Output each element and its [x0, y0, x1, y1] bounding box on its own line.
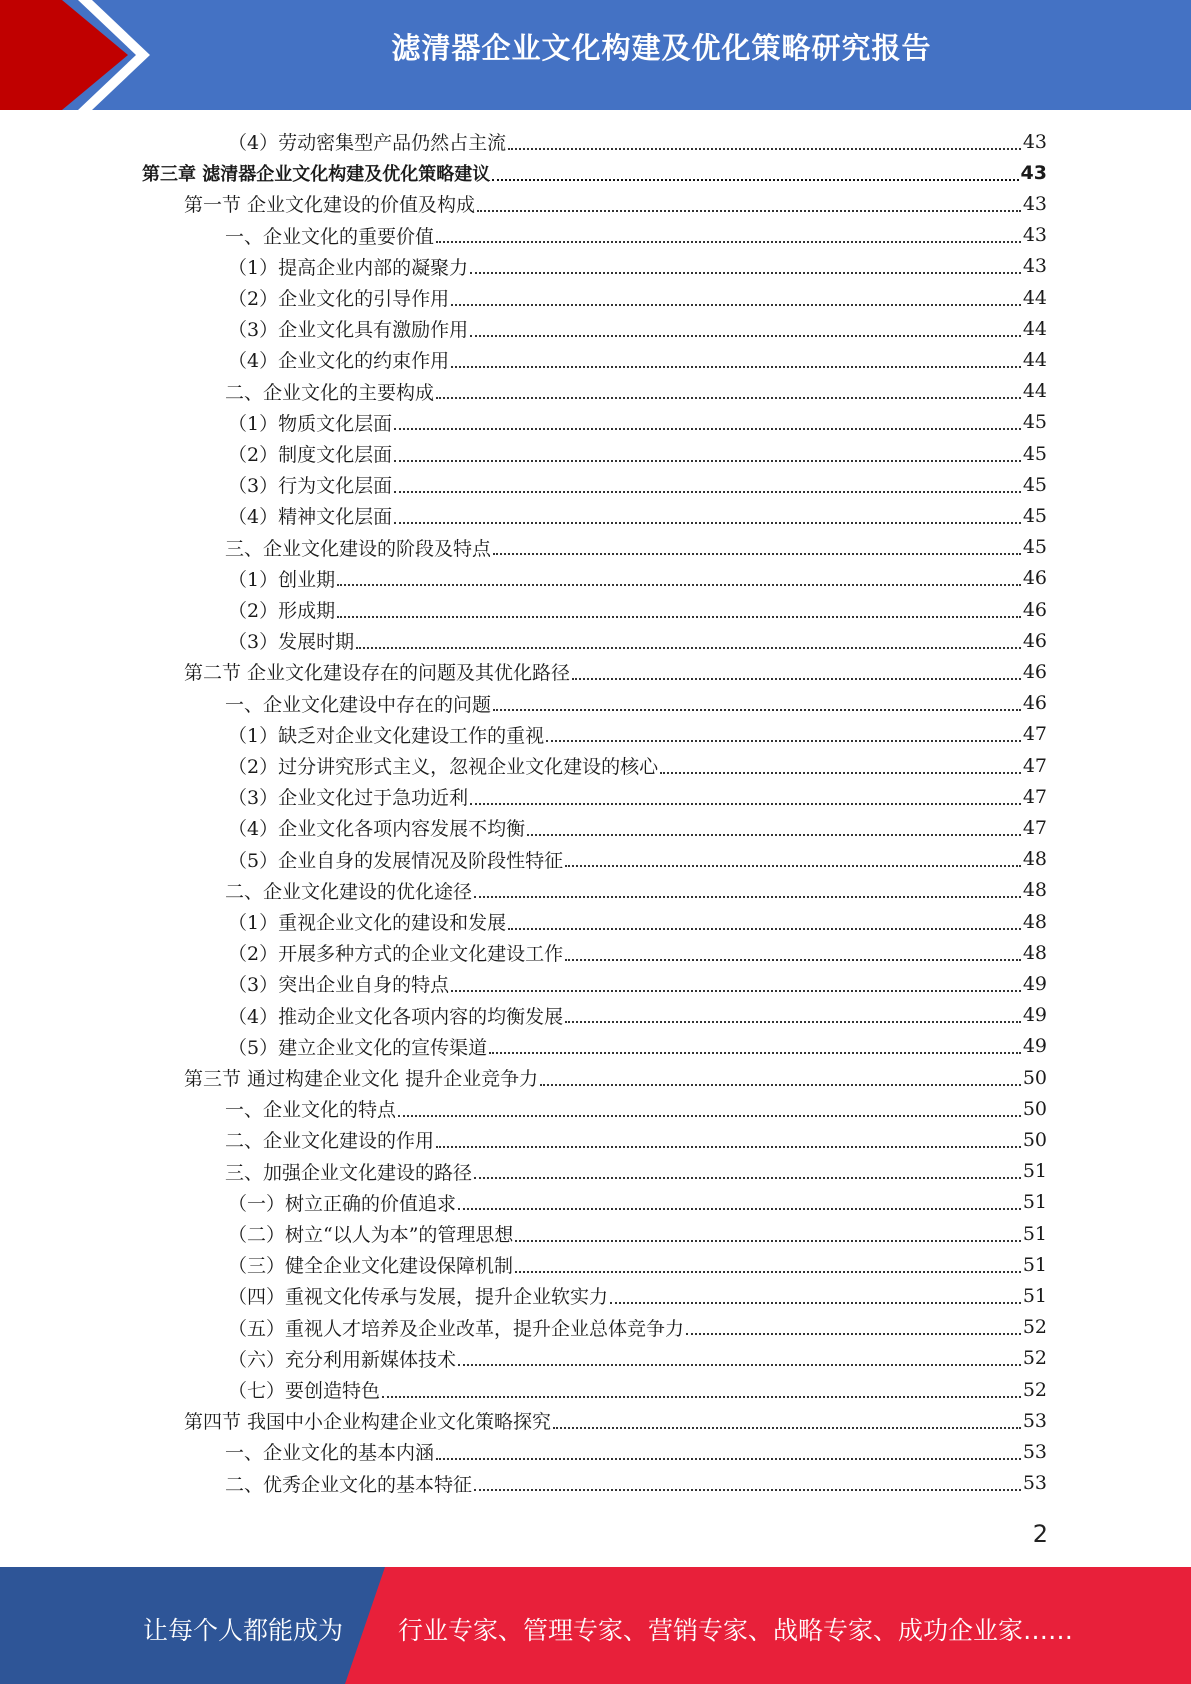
- toc-dot-leader: [451, 304, 1021, 306]
- toc-dot-leader: [382, 1396, 1021, 1398]
- toc-entry[interactable]: [228, 1280, 1047, 1311]
- toc-entry-page: 50: [1022, 1128, 1047, 1151]
- toc-dot-leader: [546, 740, 1021, 742]
- toc-entry-page: 45: [1022, 536, 1047, 559]
- toc-entry-page: 47: [1022, 785, 1047, 808]
- toc-entry-page: 52: [1022, 1316, 1047, 1339]
- toc-entry-title: 二、企业文化的主要构成: [225, 381, 435, 404]
- toc-entry-page: 52: [1022, 1378, 1047, 1401]
- toc-entry-page: 48: [1022, 941, 1047, 964]
- toc-entry-page: 49: [1022, 1004, 1047, 1027]
- toc-entry-title: 二、企业文化建设的作用: [225, 1130, 435, 1153]
- toc-dot-leader: [451, 366, 1021, 368]
- toc-entry[interactable]: [228, 906, 1047, 937]
- footer-band: [0, 1567, 1191, 1684]
- toc-entry-title: 二、企业文化建设的优化途径: [225, 880, 473, 903]
- toc-entry[interactable]: [228, 313, 1047, 344]
- toc-entry[interactable]: [225, 1436, 1047, 1467]
- toc-entry-title: （4）劳动密集型产品仍然占主流: [228, 132, 507, 154]
- toc-entry[interactable]: [228, 563, 1047, 594]
- toc-entry[interactable]: [228, 750, 1047, 781]
- toc-entry-page: 43: [1022, 224, 1047, 247]
- toc-dot-leader: [436, 241, 1021, 243]
- toc-dot-leader: [493, 553, 1021, 555]
- toc-dot-leader: [474, 1489, 1021, 1491]
- toc-entry-title: （1）缺乏对企业文化建设工作的重视: [228, 724, 545, 747]
- toc-entry-title: （2）制度文化层面: [228, 444, 393, 466]
- toc-dot-leader: [489, 1052, 1021, 1054]
- toc-entry-title: （1）重视企业文化的建设和发展: [228, 912, 507, 934]
- toc-entry-title: （5）建立企业文化的宣传渠道: [228, 1036, 488, 1059]
- toc-entry-title: （4）推动企业文化各项内容的均衡发展: [228, 1005, 564, 1028]
- toc-dot-leader: [394, 460, 1021, 462]
- toc-entry[interactable]: [228, 1000, 1047, 1031]
- toc-entry-page: 50: [1022, 1097, 1047, 1120]
- toc-dot-leader: [337, 584, 1021, 586]
- toc-entry-title: （五）重视人才培养及企业改革，提升企业总体竞争力: [228, 1317, 685, 1340]
- toc-entry-title: 第一节 企业文化建设的价值及构成: [184, 194, 476, 217]
- toc-entry-title: 三、加强企业文化建设的路径: [225, 1161, 473, 1184]
- toc-entry[interactable]: [228, 1187, 1047, 1218]
- toc-entry-title: 三、企业文化建设的阶段及特点: [225, 537, 492, 560]
- toc-entry[interactable]: [228, 1218, 1047, 1249]
- toc-entry[interactable]: [228, 594, 1047, 625]
- toc-entry-title: （3）企业文化过于急功近利: [228, 787, 469, 810]
- toc-entry-page: 51: [1022, 1253, 1047, 1276]
- toc-dot-leader: [394, 428, 1021, 430]
- toc-entry-page: 48: [1022, 848, 1047, 871]
- toc-entry-page: 43: [1020, 161, 1047, 184]
- toc-entry[interactable]: [228, 719, 1047, 750]
- toc-entry-page: 47: [1022, 816, 1047, 839]
- toc-entry-page: 45: [1022, 504, 1047, 527]
- toc-dot-leader: [515, 1271, 1021, 1273]
- toc-entry[interactable]: [228, 812, 1047, 843]
- toc-entry-page: 51: [1022, 1222, 1047, 1245]
- toc-entry-title: （2）企业文化的引导作用: [228, 288, 450, 310]
- toc-entry-title: （2）开展多种方式的企业文化建设工作: [228, 943, 564, 966]
- toc-dot-leader: [477, 210, 1021, 212]
- toc-entry[interactable]: [228, 781, 1047, 812]
- toc-entry-title: 一、企业文化的重要价值: [225, 225, 435, 248]
- toc-entry-page: 44: [1022, 380, 1047, 403]
- toc-entry-title: 第二节 企业文化建设存在的问题及其优化路径: [184, 662, 571, 685]
- toc-dot-leader: [394, 522, 1021, 524]
- toc-entry-title: 一、企业文化的基本内涵: [225, 1442, 435, 1465]
- toc-dot-leader: [565, 865, 1021, 867]
- toc-entry[interactable]: [225, 532, 1047, 563]
- toc-section-entry[interactable]: [184, 188, 1047, 219]
- toc-dot-leader: [451, 990, 1021, 992]
- toc-entry-title: （4）企业文化的约束作用: [228, 350, 450, 373]
- toc-entry-title: （3）发展时期: [228, 631, 355, 654]
- toc-entry[interactable]: [228, 1249, 1047, 1280]
- toc-entry-page: 43: [1022, 255, 1047, 278]
- toc-dot-leader: [474, 896, 1021, 898]
- toc-entry-title: （四）重视文化传承与发展，提升企业软实力: [228, 1286, 609, 1309]
- toc-entry-page: 44: [1022, 317, 1047, 340]
- toc-entry-title: 一、企业文化的特点: [225, 1099, 397, 1122]
- toc-entry-page: 48: [1022, 879, 1047, 902]
- toc-entry[interactable]: [228, 625, 1047, 656]
- toc-section-entry[interactable]: [184, 656, 1047, 687]
- footer-slogan-right: 行业专家、管理专家、营销专家、战略专家、成功企业家……: [398, 1616, 1074, 1645]
- toc-entry-page: 53: [1022, 1440, 1047, 1463]
- toc-dot-leader: [610, 1302, 1021, 1304]
- toc-entry[interactable]: [228, 251, 1047, 282]
- toc-dot-leader: [540, 1084, 1021, 1086]
- toc-entry-page: 53: [1022, 1472, 1047, 1495]
- toc-entry-title: 二、优秀企业文化的基本特征: [225, 1473, 473, 1496]
- toc-entry-title: （1）物质文化层面: [228, 412, 393, 435]
- toc-entry[interactable]: [228, 1031, 1047, 1062]
- toc-entry-page: 43: [1022, 192, 1047, 215]
- toc-entry-title: 第三章 滤清器企业文化构建及优化策略建议: [142, 163, 491, 185]
- toc-dot-leader: [508, 148, 1021, 150]
- toc-entry-page: 44: [1022, 348, 1047, 371]
- toc-entry[interactable]: [225, 220, 1047, 251]
- toc-entry[interactable]: [228, 282, 1047, 313]
- toc-entry-title: （2）过分讲究形式主义，忽视企业文化建设的核心: [228, 756, 659, 778]
- toc-entry-title: （1）提高企业内部的凝聚力: [228, 256, 469, 279]
- toc-entry[interactable]: [225, 1093, 1047, 1124]
- toc-section-entry[interactable]: [184, 1062, 1047, 1093]
- page-number: 2: [1032, 1520, 1048, 1548]
- toc-dot-leader: [436, 1146, 1021, 1148]
- toc-entry-title: （七）要创造特色: [228, 1380, 381, 1402]
- toc-dot-leader: [394, 491, 1021, 493]
- toc-entry-page: 46: [1022, 567, 1047, 590]
- toc-dot-leader: [493, 709, 1021, 711]
- toc-dot-leader: [436, 1458, 1021, 1460]
- toc-entry[interactable]: [228, 126, 1047, 157]
- toc-entry-title: （4）精神文化层面: [228, 506, 393, 529]
- toc-entry-page: 50: [1022, 1066, 1047, 1089]
- toc-dot-leader: [553, 1427, 1021, 1429]
- toc-entry[interactable]: [225, 1156, 1047, 1187]
- toc-entry-page: 51: [1022, 1284, 1047, 1307]
- toc-entry-title: （3）企业文化具有激励作用: [228, 319, 469, 342]
- toc-entry-page: 46: [1022, 660, 1047, 683]
- toc-entry[interactable]: [225, 688, 1047, 719]
- toc-dot-leader: [470, 335, 1021, 337]
- toc-entry-title: 第三节 通过构建企业文化 提升企业竞争力: [184, 1068, 539, 1090]
- toc-entry[interactable]: [228, 438, 1047, 469]
- toc-entry-title: （三）健全企业文化建设保障机制: [228, 1255, 514, 1278]
- toc-entry[interactable]: [228, 1374, 1047, 1405]
- toc-dot-leader: [458, 1208, 1021, 1210]
- toc-entry[interactable]: [228, 1343, 1047, 1374]
- toc-entry-page: 52: [1022, 1347, 1047, 1370]
- document-title: 滤清器企业文化构建及优化策略研究报告: [391, 31, 932, 65]
- toc-entry[interactable]: [228, 344, 1047, 375]
- toc-entry-title: 一、企业文化建设中存在的问题: [225, 693, 492, 716]
- toc-entry-page: 51: [1022, 1160, 1047, 1183]
- toc-dot-leader: [515, 1240, 1020, 1242]
- toc-entry-page: 46: [1022, 692, 1047, 715]
- toc-entry[interactable]: [225, 875, 1047, 906]
- toc-entry-title: （3）突出企业自身的特点: [228, 974, 450, 997]
- toc-entry-page: 47: [1022, 723, 1047, 746]
- header-band: [0, 0, 1191, 110]
- toc-entry-page: 48: [1022, 910, 1047, 933]
- toc-entry-page: 51: [1022, 1191, 1047, 1214]
- toc-entry-page: 47: [1022, 754, 1047, 777]
- toc-entry-title: （2）形成期: [228, 600, 336, 622]
- toc-dot-leader: [527, 834, 1021, 836]
- toc-dot-leader: [508, 928, 1021, 930]
- toc-entry-title: （5）企业自身的发展情况及阶段性特征: [228, 849, 564, 872]
- toc-dot-leader: [686, 1333, 1021, 1335]
- toc-dot-leader: [470, 272, 1021, 274]
- toc-entry-page: 44: [1022, 286, 1047, 309]
- toc-entry-title: （4）企业文化各项内容发展不均衡: [228, 818, 526, 841]
- toc-entry-title: （1）创业期: [228, 568, 336, 591]
- toc-entry-page: 43: [1022, 130, 1047, 153]
- toc-dot-leader: [492, 179, 1018, 181]
- toc-dot-leader: [356, 647, 1021, 649]
- toc-entry[interactable]: [228, 407, 1047, 438]
- toc-entry[interactable]: [228, 1312, 1047, 1343]
- toc-entry[interactable]: [225, 1468, 1047, 1499]
- toc-entry-title: （六）充分利用新媒体技术: [228, 1348, 457, 1371]
- toc-entry[interactable]: [228, 469, 1047, 500]
- toc-dot-leader: [474, 1177, 1021, 1179]
- toc-entry[interactable]: [225, 1124, 1047, 1155]
- toc-entry-page: 49: [1022, 972, 1047, 995]
- toc-dot-leader: [436, 397, 1021, 399]
- toc-entry-title: （一）树立正确的价值追求: [228, 1192, 457, 1215]
- toc-dot-leader: [470, 803, 1021, 805]
- toc-dot-leader: [458, 1364, 1021, 1366]
- toc-chapter-entry[interactable]: [142, 157, 1047, 188]
- toc-entry-title: （3）行为文化层面: [228, 475, 393, 498]
- toc-entry[interactable]: [228, 968, 1047, 999]
- toc-entry[interactable]: [228, 500, 1047, 531]
- toc-dot-leader: [660, 772, 1021, 774]
- toc-entry-page: 46: [1022, 598, 1047, 621]
- toc-entry-page: 45: [1022, 473, 1047, 496]
- toc-section-entry[interactable]: [184, 1405, 1047, 1436]
- footer-slogan-left: 让每个人都能成为: [143, 1616, 344, 1645]
- toc-dot-leader: [565, 959, 1021, 961]
- toc-entry-page: 46: [1022, 629, 1047, 652]
- header-arrow-decoration: [0, 0, 160, 110]
- toc-dot-leader: [565, 1021, 1021, 1023]
- toc-entry[interactable]: [228, 937, 1047, 968]
- toc-entry-page: 45: [1022, 411, 1047, 434]
- toc-entry-page: 53: [1022, 1409, 1047, 1432]
- toc-entry[interactable]: [225, 376, 1047, 407]
- toc-entry[interactable]: [228, 844, 1047, 875]
- toc-dot-leader: [337, 616, 1021, 618]
- toc-dot-leader: [398, 1115, 1021, 1117]
- toc-dot-leader: [572, 678, 1021, 680]
- toc-entry-page: 49: [1022, 1035, 1047, 1058]
- toc-entry-page: 45: [1022, 442, 1047, 465]
- toc-entry-title: 第四节 我国中小企业构建企业文化策略探究: [184, 1411, 552, 1434]
- toc-entry-title: （二）树立“以人为本”的管理思想: [228, 1224, 514, 1246]
